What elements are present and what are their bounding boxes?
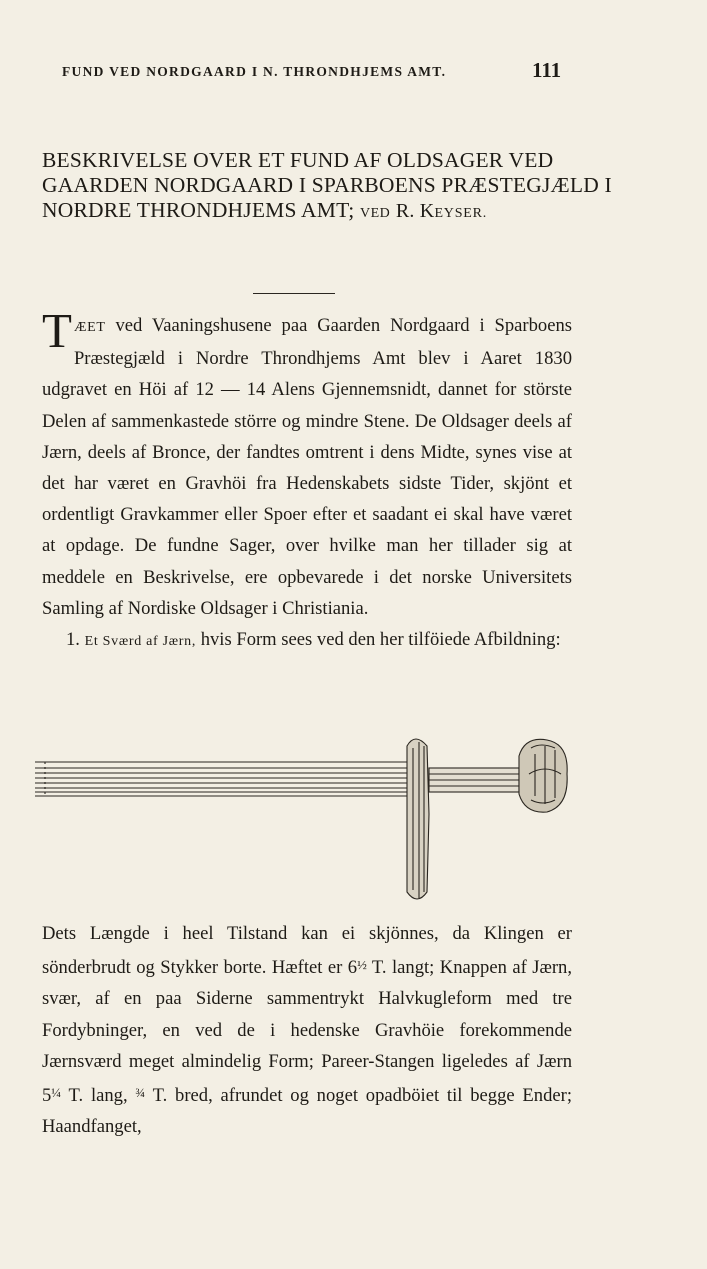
sword-illustration	[35, 734, 595, 914]
paragraph-3-part-1: Dets Længde i heel Tilstand kan ei skjönnes, da Klingen er sönderbrudt og Stykker borte. Hæftet er 6	[42, 923, 572, 979]
running-head: FUND VED NORDGAARD I N. THRONDHJEMS AMT.	[62, 64, 447, 79]
item-title: Et Sværd af Jærn,	[84, 634, 197, 650]
title-rule	[253, 293, 335, 294]
drop-cap: T	[42, 303, 72, 358]
item-number: 1.	[66, 629, 80, 651]
paragraph-1-text: ved Vaaningshusene paa Gaarden Nordgaard i Sparboens Præstegjæld i Nordre Throndhjems Amt blev i Aaret 1830 udgravet en Höi af 12 — 14 Alens Gjennemsnidt, dannet for störste Delen af sammenkastede större og mindre Stene. De Oldsager deels af Jærn, deels af Bronce, der fandtes omtrent i dens Midte, synes vise at det har været en Gravhöi fra Hedenskabets sidste Tider, skjönt et ordentligt Gravkammer eller Spoer efter et saadant ei skal have været at opdage. De fundne Sager, over hvilke man her tillader sig at meddele en Beskrivelse, ere opbevarede i det norske Universitets Samling af Nordiske Oldsager i Christiania.	[42, 315, 572, 619]
body-text-continued	[42, 918, 572, 1142]
paragraph-3	[42, 918, 572, 1142]
page-number: 111	[532, 58, 562, 82]
paragraph-3-part-3: T. lang,	[61, 1085, 136, 1107]
paragraph-3-part-4: T. bred, afrundet og noget opadböiet til begge Ender; Haandfanget,	[42, 1085, 572, 1138]
first-word-rest: ÆET	[73, 320, 106, 335]
fraction-half: ½	[357, 957, 367, 973]
author-rest: EYSER.	[434, 206, 488, 221]
paragraph-1	[42, 303, 572, 624]
title-by: VED	[360, 206, 391, 221]
fraction-quarter: ¼	[51, 1085, 62, 1101]
fraction-three-quarters: ¾	[135, 1085, 146, 1101]
body-text	[42, 303, 572, 657]
title-text: BESKRIVELSE OVER ET FUND AF OLDSAGER VED GAARDEN NORDGAARD I SPARBOENS PRÆSTEGJÆLD I NORDRE THRONDHJEMS AMT;	[42, 148, 612, 222]
paragraph-3-part-2: T. langt; Knappen af Jærn, svær, af en paa Siderne sammentrykt Halvkugleform med tre Fordybninger, en ved de i hedenske Gravhöie forekommende Jærnsværd meget almindelig Form; Pareer-Stangen ligeledes af Jærn 5	[42, 957, 572, 1107]
paragraph-2	[42, 624, 572, 657]
article-title	[42, 148, 612, 226]
paragraph-2-text: hvis Form sees ved den her tilföiede Afbildning:	[196, 629, 561, 651]
author-initial: R. K	[395, 200, 435, 222]
